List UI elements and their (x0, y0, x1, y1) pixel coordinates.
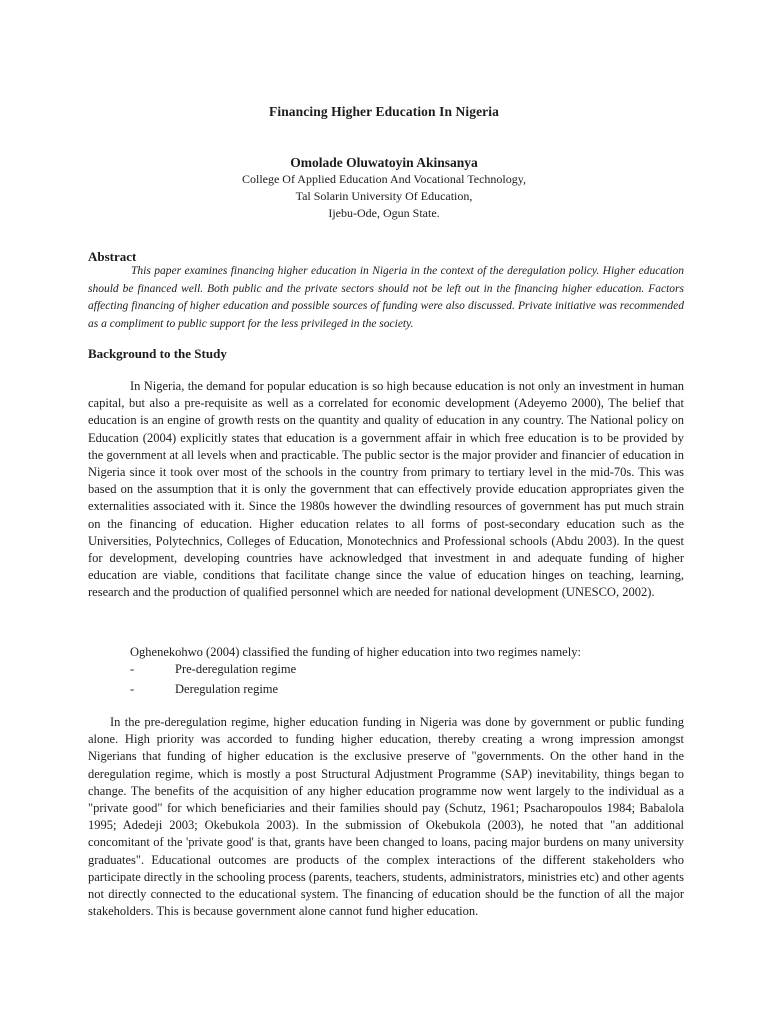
background-paragraph-2: In the pre-deregulation regime, higher education funding in Nigeria was done by government or public funding alone. High priority was accorded to funding higher education, thereby creating a wrong impression amongst Nigerians that funding of higher education is the exclusive preserve of "governments. On the other hand in the deregulation regime, which is mostly a post Structural Adjustment Programme (SAP) inevitability, things began to change. The benefits of the acquisition of any higher education programme now went largely to the individual as a "private good" for which beneficiaries and their families should pay (Schutz, 1961; Psacharopoulos 1984; Babalola 1995; Adedeji 2003; Okebukola 2003). In the submission of Okebukola (2003), he noted that "an additional concomitant of the 'private good' is that, grants have been changed to loans, pacing major burdens on many university graduates". Educational outcomes are products of the complex interactions of the different stakeholders who participate directly in the schooling process (parents, teachers, students, administrators, ministries etc) and other agents not directly connected to the educational system. The financing of education should be the function of all the major stakeholders. This is because government alone cannot fund higher education. (88, 715, 684, 919)
abstract-text: This paper examines financing higher education in Nigeria in the context of the deregulation policy. Higher education should be financed well. Both public and the private sectors should not be left out in the financing higher education. Factors affecting financing of higher education and possible sources of funding were also discussed. Private initiative was recommended as a compliment to public support for the less privileged in the society. (88, 265, 684, 330)
list-dash: - (130, 662, 135, 676)
regime-list-item (130, 662, 296, 677)
affiliation-line-1: College Of Applied Education And Vocational Technology, (241, 172, 526, 186)
background-heading: Background to the Study (88, 346, 227, 361)
regime-label: Pre-deregulation regime (175, 662, 297, 676)
author-name: Omolade Oluwatoyin Akinsanya (290, 155, 478, 170)
paper-title: Financing Higher Education In Nigeria (269, 104, 499, 119)
regime-list-item (130, 682, 278, 697)
classification-sentence: Oghenekohwo (2004) classified the funding of higher education into two regimes namely: (130, 645, 581, 659)
background-paragraph-1: In Nigeria, the demand for popular education is so high because education is not only an investment in human capital, but also a pre-requisite as well as a correlated for economic development (Adeyemo 2000), The belief that education is an engine of growth rests on the quantity and quality of education in any country. The National policy on Education (2004) explicitly states that education is a government affair in which free education is to be provided by the government at all levels when and practicable. The public sector is the major provider and financier of education in Nigeria since it took over most of the schools in the country from primary to tertiary level in the mid-70s. This was based on the assumption that it is only the government that can effectively provide education appropriates given the externalities associated with it. Since the 1980s however the dwindling resources of government has put much strain on the financing of education. Higher education relates to all forms of post-secondary education such as the Universities, Polytechnics, Colleges of Education, Monotechnics and Professional schools (Abdu 2003). In the quest for development, developing countries have acknowledged that investment in and adequate funding of higher education are viable, conditions that facilitate change since the value of education hinges on teaching, learning, research and the production of qualified personnel which are needed for national development (UNESCO, 2002). (88, 379, 684, 600)
regime-label: Deregulation regime (175, 682, 279, 696)
affiliation-line-3: Ijebu-Ode, Ogun State. (328, 206, 440, 220)
list-dash: - (130, 682, 135, 696)
abstract-heading: Abstract (88, 249, 137, 264)
affiliation-line-2: Tal Solarin University Of Education, (295, 189, 473, 203)
